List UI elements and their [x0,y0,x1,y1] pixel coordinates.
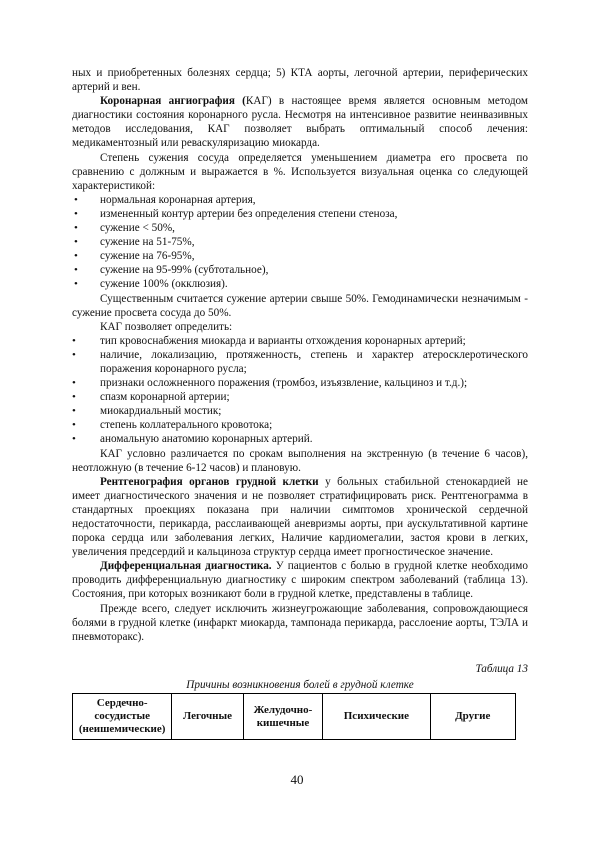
list-item: • нормальная коронарная артерия, [72,193,528,207]
intro-paragraph: ных и приобретенных болезнях сердца; 5) КТА аорты, легочной артерии, периферических артерий и вен. [72,67,528,94]
list-item: • аномальную анатомию коронарных артерий. [72,432,528,446]
table-header-cell: Желудочно-кишечные [243,694,323,740]
stenosis-intro: Степень сужения сосуда определяется уменьшением диаметра его просвета по сравнению с должным и выражается в %. Используется визуальная оценка со следующей характеристикой: [72,151,528,192]
exclude-paragraph: Прежде всего, следует исключить жизнеугрожающие заболевания, сопровождающиеся болями в грудной клетке (инфаркт миокарда, тампонада перикарда, расслоение аорты, ТЭЛА и пневмоторакс). [72,602,528,643]
list-item: • сужение на 51-75%, [72,235,528,249]
page-number: 40 [290,772,304,787]
list-item: • тип кровоснабжения миокарда и варианты отхождения коронарных артерий; [72,334,528,348]
list-item: • сужение < 50%, [72,221,528,235]
list-item: • сужение 100% (окклюзия). [72,277,528,291]
kag-text: КАГ) в настоящее время является основным методом диагностики состояния коронарного русла. Несмотря на интенсивное развитие неинвазивных методов исследования, КАГ позволяет выбрать оптимальный способ лечения: медикаментозный или реваскуляризацию миокарда. [72,95,529,150]
significant-paragraph: Существенным считается сужение артерии свыше 50%. Гемодинамически незначимым - сужение просвета сосуда до 50%. [72,292,528,319]
list-item: • наличие, локализацию, протяженность, степень и характер атеросклеротического поражения коронарного русла; [72,348,528,376]
table-header-cell: Сердечно-сосудистые (неишемические) [73,694,172,740]
list-item: • спазм коронарной артерии; [72,390,528,404]
kag-timing: КАГ условно различается по срокам выполнения на экстренную (в течение 6 часов), неотложную (в течение 6-12 часов) и плановую. [72,447,528,474]
list-item: • сужение на 95-99% (субтотальное), [72,263,528,277]
table-header-cell: Другие [430,694,516,740]
table-caption: Причины возникновения болей в грудной клетке [186,678,414,691]
diff-text: У пациентов с болью в грудной клетке необходимо проводить дифференциальную диагностику с широким спектром заболеваний (таблица 13). Состояния, при которых возникают боли в грудной клетке, представлены в таблице. [72,560,528,601]
kag-paragraph [72,94,528,150]
list-item: • сужение на 76-95%, [72,249,528,263]
table-number: Таблица 13 [475,662,528,675]
kag-allows: КАГ позволяет определить: [100,320,233,333]
kag-list [72,334,528,447]
table-header-cell: Психические [323,694,430,740]
page-body [72,66,528,740]
list-item: • измененный контур артерии без определения степени стеноза, [72,207,528,221]
causes-table [72,693,516,740]
xray-heading: Рентгенография органов грудной клетки [100,475,319,488]
stenosis-list [72,193,528,292]
list-item: • миокардиальный мостик; [72,404,528,418]
list-item: • признаки осложненного поражения (тромбоз, изъязвление, кальциноз и т.д.); [72,376,528,390]
table-header-cell: Легочные [172,694,243,740]
list-item: • степень коллатерального кровотока; [72,418,528,432]
xray-text: у больных стабильной стенокардией не имеет диагностического значения и не позволяет стратифицировать риск. Рентгенограмма в стандартных проекциях показана при наличии симптомов хронической сердечной недостаточности, перикарда, расслаивающей аневризмы аорты, при аускультативной картине порока сердца или заболевания легких, Наличие кардиомегалии, застоя крови в легких, увеличения предсердий и кальциноза структур сердца имеет прогностическое значение. [72,475,528,559]
xray-paragraph [72,475,528,560]
diff-paragraph [72,559,528,601]
table-header-row [73,694,516,740]
kag-heading: Коронарная ангиография ( [100,95,246,108]
diff-heading: Дифференциальная диагностика. [100,560,272,573]
